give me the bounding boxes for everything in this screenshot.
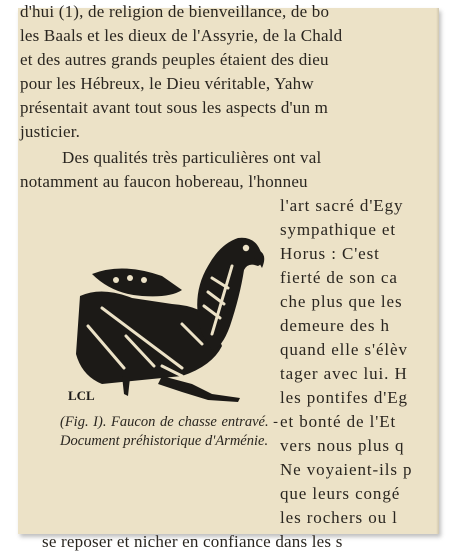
text-line: que leurs congé (280, 484, 401, 503)
text-line: demeure des h (280, 316, 390, 335)
newspaper-clipping (18, 2, 439, 551)
text-line: sympathique et (280, 220, 396, 239)
text-line: pour les Hébreux, le Dieu véritable, Yahw (20, 74, 314, 93)
text-line: quand elle s'élèv (280, 340, 408, 359)
text-line: présentait avant tout sous les aspects d'un m (20, 98, 329, 117)
page-edge-shadow (436, 8, 439, 534)
text-line: Des qualités très particulières ont val (62, 148, 322, 167)
text-line: et bonté de l'Et (280, 412, 397, 431)
falcon-woodcut-icon (62, 226, 277, 406)
text-line: tager avec lui. H (280, 364, 408, 383)
woodcut-initials: LCL (68, 388, 95, 403)
text-line: che plus que les (280, 292, 403, 311)
text-line: fierté de son ca (280, 268, 398, 287)
text-line: Ne voyaient-ils p (280, 460, 413, 479)
text-line: d'hui (1), de religion de bienveillance, de bo (20, 2, 330, 21)
text-line: les Baals et les dieux de l'Assyrie, de la Chald (20, 26, 343, 45)
text-line: se reposer et nicher en confiance dans les s (42, 532, 343, 551)
text-line: les pontifes d'Eg (280, 388, 408, 407)
text-line: justicier. (20, 122, 81, 141)
text-line: Horus : C'est (280, 244, 380, 263)
text-line: notamment au faucon hobereau, l'honneu (20, 172, 308, 191)
text-line: et des autres grands peuples étaient des dieu (20, 50, 329, 69)
text-line: les rochers ou l (280, 508, 398, 527)
figure-caption: (Fig. I). Faucon de chasse entravé. - Document préhistorique d'Arménie. (60, 414, 278, 449)
text-line: vers nous plus q (280, 436, 405, 455)
text-line: l'art sacré d'Egy (280, 196, 404, 215)
